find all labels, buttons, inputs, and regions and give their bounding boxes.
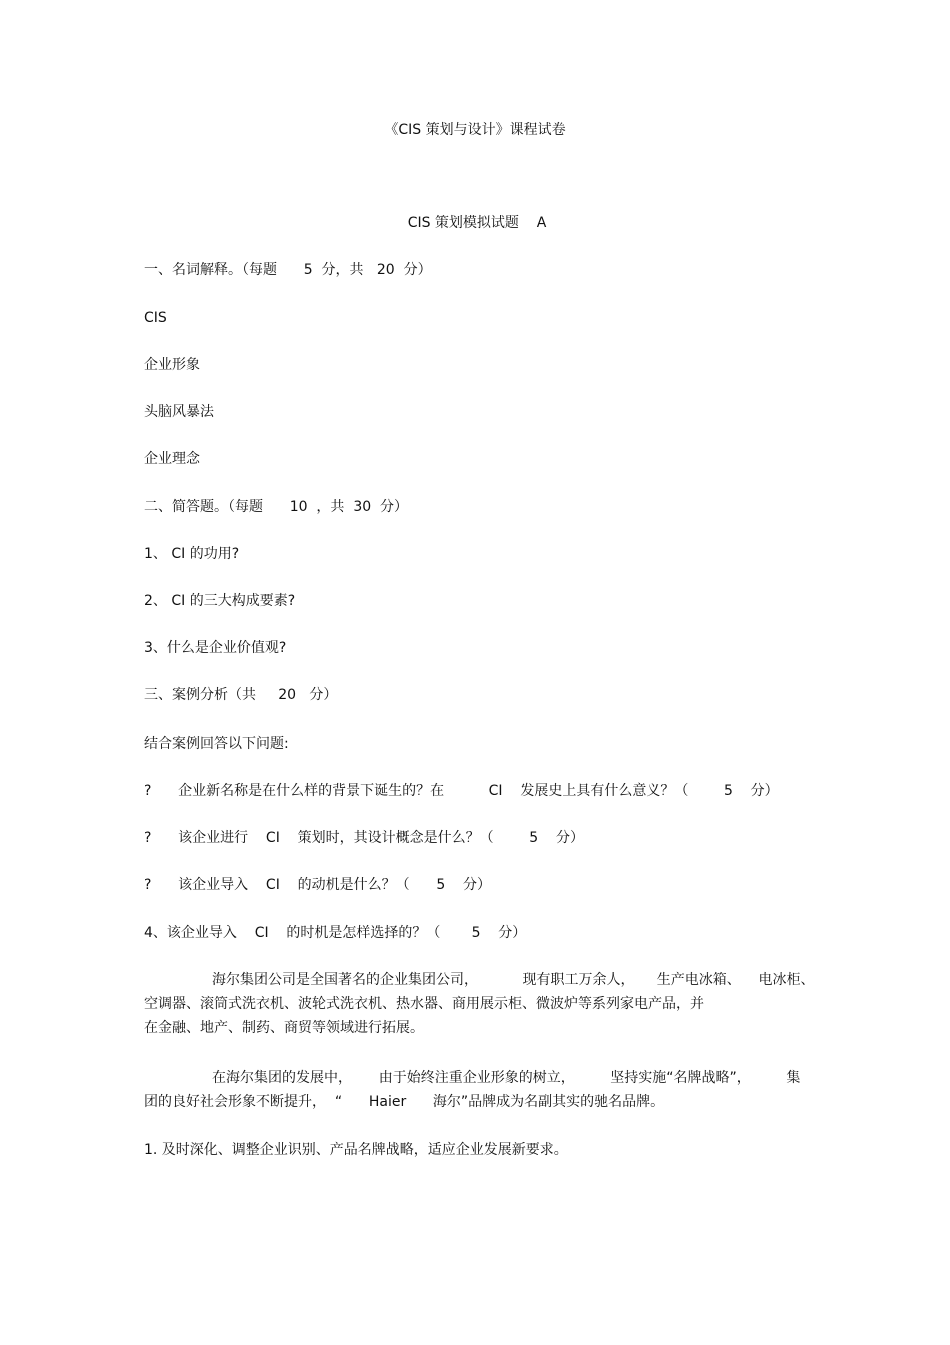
- question-item: 1、 CI 的功用?: [144, 546, 240, 562]
- section3-heading: 三、案例分析（共 20 分）: [144, 687, 338, 703]
- question-item: 2、 CI 的三大构成要素?: [144, 593, 296, 609]
- paragraph-line: 空调器、滚筒式洗衣机、波轮式洗衣机、热水器、商用展示柜、微波炉等系列家电产品，并: [144, 996, 704, 1012]
- paragraph-line: 在金融、地产、制药、商贸等领域进行拓展。: [144, 1020, 424, 1036]
- term-item: 头脑风暴法: [144, 404, 214, 420]
- case-point-1: 1. 及时深化、调整企业识别、产品名牌战略，适应企业发展新要求。: [144, 1142, 568, 1158]
- case-intro: 结合案例回答以下问题:: [144, 736, 289, 752]
- term-item: CIS: [144, 310, 167, 326]
- section1-heading: 一、名词解释。（每题 5 分，共 20 分）: [144, 262, 432, 278]
- exam-subtitle: CIS 策划模拟试题 A: [407, 215, 547, 231]
- term-item: 企业理念: [144, 451, 200, 467]
- case-paragraph-1: [144, 968, 815, 1040]
- paragraph-line: 海尔集团公司是全国著名的企业集团公司， 现有职工万余人， 生产电冰箱、 电冰柜、: [212, 972, 815, 988]
- section2-heading: 二、简答题。（每题 10 ，共 30 分）: [144, 499, 409, 515]
- term-item: 企业形象: [144, 357, 200, 373]
- case-question: 4、该企业导入 CI 的时机是怎样选择的？（ 5 分）: [144, 925, 527, 941]
- question-item: 3、什么是企业价值观?: [144, 640, 287, 656]
- paragraph-line: 在海尔集团的发展中， 由于始终注重企业形象的树立， 坚持实施“名牌战略”， 集: [212, 1070, 801, 1086]
- case-question: ? 该企业导入 CI 的动机是什么？（ 5 分）: [144, 877, 492, 893]
- case-question: ? 该企业进行 CI 策划时，其设计概念是什么？（ 5 分）: [144, 830, 584, 846]
- case-question: ? 企业新名称是在什么样的背景下诞生的？在 CI 发展史上具有什么意义？（ 5 分）: [144, 783, 779, 799]
- paragraph-line: 团的良好社会形象不断提升， “ Haier 海尔”品牌成为名副其实的驰名品牌。: [144, 1094, 665, 1110]
- document-title: 《CIS 策划与设计》课程试卷: [384, 122, 566, 138]
- case-paragraph-2: [144, 1066, 809, 1114]
